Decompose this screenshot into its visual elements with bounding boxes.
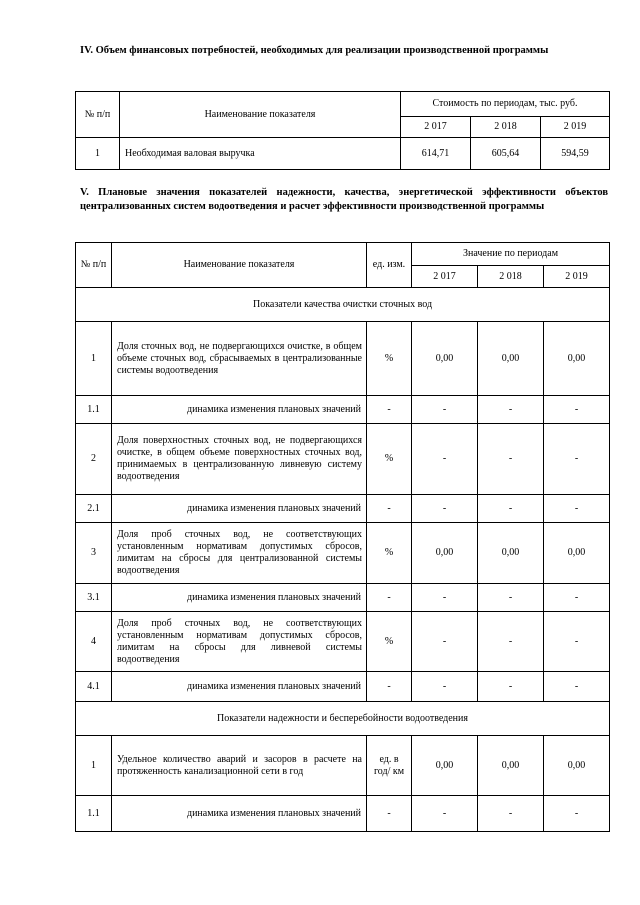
row-unit: %	[367, 322, 412, 396]
row-value-2017: 0,00	[412, 322, 478, 396]
row-name: Удельное количество аварий и засоров в расчете на протяженность канализационной сети в год	[112, 736, 367, 796]
row-unit: -	[367, 584, 412, 612]
row-unit: -	[367, 796, 412, 832]
row-value-2019: -	[544, 796, 610, 832]
table-row	[76, 322, 610, 396]
year-2018: 2 018	[471, 117, 541, 138]
table-row	[76, 612, 610, 672]
row-value-2017: -	[412, 796, 478, 832]
row-name: Доля проб сточных вод, не соответствующих установленным нормативам допустимых сбросов, лимитам на сбросы для ливневой системы водоотведения	[112, 612, 367, 672]
row-name: динамика изменения плановых значений	[112, 396, 367, 424]
row-number: 1.1	[76, 796, 112, 832]
year-2019: 2 019	[544, 266, 610, 288]
col-header-cost: Стоимость по периодам, тыс. руб.	[401, 92, 610, 117]
col-header-number: № п/п	[76, 92, 120, 138]
row-number: 3.1	[76, 584, 112, 612]
table-row	[76, 736, 610, 796]
indicators-table	[75, 242, 610, 832]
row-value-2017: 614,71	[401, 138, 471, 170]
table-row	[76, 495, 610, 523]
table-row	[76, 796, 610, 832]
row-value-2018: 0,00	[478, 523, 544, 584]
year-2018: 2 018	[478, 266, 544, 288]
row-value-2017: -	[412, 672, 478, 702]
row-value-2018: -	[478, 495, 544, 523]
col-header-name: Наименование показателя	[112, 243, 367, 288]
group-heading-reliability: Показатели надежности и бесперебойности водоотведения	[76, 702, 610, 736]
row-number: 4.1	[76, 672, 112, 702]
row-value-2018: -	[478, 796, 544, 832]
section-4-heading: IV. Объем финансовых потребностей, необходимых для реализации производственной программы	[80, 45, 549, 56]
row-value-2017: -	[412, 612, 478, 672]
row-number: 1	[76, 736, 112, 796]
section-5-heading: V. Плановые значения показателей надежности, качества, энергетической эффективности объектов централизованных систем водоотведения и расчет эффективности производственной программы	[80, 187, 608, 212]
year-2017: 2 017	[412, 266, 478, 288]
row-number: 1	[76, 322, 112, 396]
row-value-2019: 0,00	[544, 736, 610, 796]
row-number: 1.1	[76, 396, 112, 424]
table-row	[76, 672, 610, 702]
row-value-2019: 594,59	[541, 138, 610, 170]
row-number: 1	[76, 138, 120, 170]
row-value-2017: -	[412, 495, 478, 523]
col-header-name: Наименование показателя	[120, 92, 401, 138]
col-header-unit: ед. изм.	[367, 243, 412, 288]
row-unit: ед. в год/ км	[367, 736, 412, 796]
row-value-2019: 0,00	[544, 523, 610, 584]
row-value-2019: -	[544, 672, 610, 702]
row-name: динамика изменения плановых значений	[112, 495, 367, 523]
financial-needs-table	[75, 91, 610, 170]
table-row	[76, 396, 610, 424]
table-row	[76, 424, 610, 495]
row-value-2018: -	[478, 672, 544, 702]
row-value-2018: -	[478, 396, 544, 424]
group-heading-quality: Показатели качества очистки сточных вод	[76, 288, 610, 322]
row-value-2017: 0,00	[412, 523, 478, 584]
row-name: Доля поверхностных сточных вод, не подвергающихся очистке, в общем объеме поверхностных сточных вод, принимаемых в централизованную ливневую систему водоотведения	[112, 424, 367, 495]
row-value-2019: -	[544, 396, 610, 424]
col-header-values: Значение по периодам	[412, 243, 610, 266]
year-2019: 2 019	[541, 117, 610, 138]
year-2017: 2 017	[401, 117, 471, 138]
row-value-2019: -	[544, 495, 610, 523]
row-number: 2	[76, 424, 112, 495]
col-header-number: № п/п	[76, 243, 112, 288]
table-row	[76, 138, 610, 170]
row-name: Доля проб сточных вод, не соответствующих установленным нормативам допустимых сбросов, лимитам на сбросы для централизованной системы водоотведения	[112, 523, 367, 584]
row-value-2017: 0,00	[412, 736, 478, 796]
row-value-2017: -	[412, 584, 478, 612]
row-unit: -	[367, 672, 412, 702]
row-number: 3	[76, 523, 112, 584]
row-value-2018: -	[478, 612, 544, 672]
row-unit: %	[367, 424, 412, 495]
row-value-2018: 0,00	[478, 736, 544, 796]
row-name: динамика изменения плановых значений	[112, 584, 367, 612]
row-number: 4	[76, 612, 112, 672]
row-value-2018: 0,00	[478, 322, 544, 396]
row-number: 2.1	[76, 495, 112, 523]
row-unit: -	[367, 396, 412, 424]
row-value-2018: -	[478, 424, 544, 495]
row-name: Необходимая валовая выручка	[120, 138, 401, 170]
table-row	[76, 523, 610, 584]
row-unit: %	[367, 612, 412, 672]
row-name: динамика изменения плановых значений	[112, 672, 367, 702]
row-value-2019: -	[544, 612, 610, 672]
row-value-2019: 0,00	[544, 322, 610, 396]
row-value-2018: -	[478, 584, 544, 612]
row-unit: %	[367, 523, 412, 584]
row-value-2017: -	[412, 396, 478, 424]
row-name: Доля сточных вод, не подвергающихся очистке, в общем объеме сточных вод, сбрасываемых в централизованные системы водоотведения	[112, 322, 367, 396]
row-unit: -	[367, 495, 412, 523]
row-value-2017: -	[412, 424, 478, 495]
row-value-2019: -	[544, 424, 610, 495]
row-value-2019: -	[544, 584, 610, 612]
row-value-2018: 605,64	[471, 138, 541, 170]
row-name: динамика изменения плановых значений	[112, 796, 367, 832]
table-row	[76, 584, 610, 612]
